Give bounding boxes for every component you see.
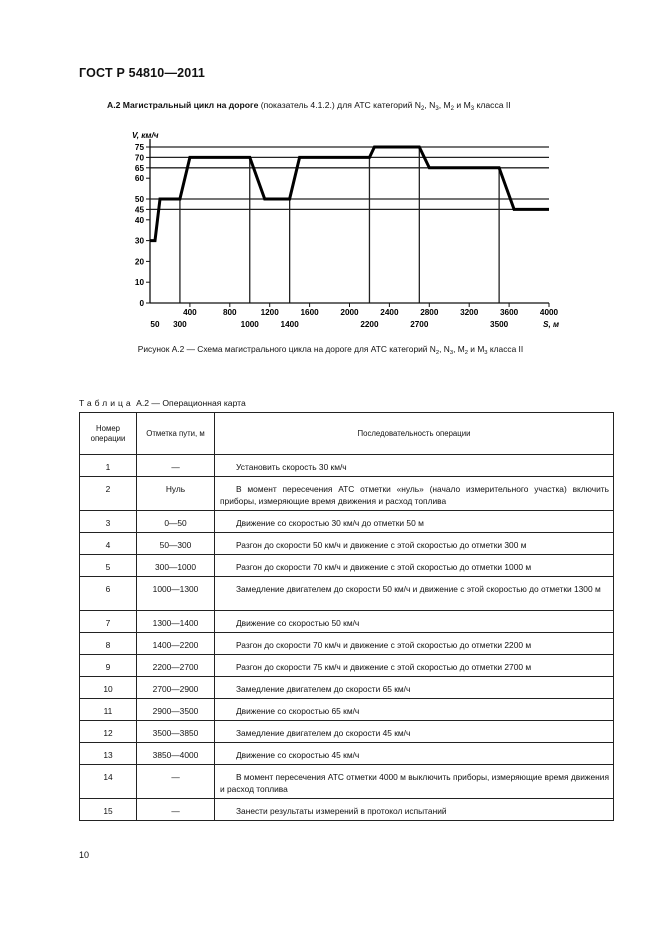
cell-number: 7 (80, 611, 137, 633)
cell-mark: 2700—2900 (137, 677, 215, 699)
cell-mark: — (137, 765, 215, 799)
col-header-number: Номер операции (80, 413, 137, 455)
table-header-row (80, 413, 614, 455)
cell-description: В момент пересечения АТС отметки 4000 м выключить приборы, измеряющие время движения и расход топлива (215, 765, 614, 799)
cell-mark: — (137, 455, 215, 477)
fig-sep-m2: , M (453, 344, 465, 354)
speed-cycle-chart (0, 0, 661, 340)
cell-description: Разгон до скорости 70 км/ч и движение с этой скоростью до отметки 1000 м (215, 555, 614, 577)
table-row (80, 477, 614, 511)
table-row (80, 721, 614, 743)
cell-description: Замедление двигателем до скорости 65 км/ч (215, 677, 614, 699)
cell-number: 2 (80, 477, 137, 511)
y-axis-label: V, км/ч (132, 131, 159, 140)
cell-number: 1 (80, 455, 137, 477)
table-row (80, 699, 614, 721)
y-tick-label: 60 (134, 174, 144, 184)
cell-mark: 1300—1400 (137, 611, 215, 633)
fig-sep-m3: и M (467, 344, 485, 354)
x-axis-label: S, м (543, 320, 560, 329)
cell-number: 12 (80, 721, 137, 743)
cell-description: Замедление двигателем до скорости 45 км/ч (215, 721, 614, 743)
chart-labels (132, 131, 559, 329)
cell-number: 13 (80, 743, 137, 765)
col-header-sequence: Последовательность операции (215, 413, 614, 455)
sep-m3: и M (454, 100, 471, 110)
cell-description: Разгон до скорости 75 км/ч и движение с этой скоростью до отметки 2700 м (215, 655, 614, 677)
table-row (80, 577, 614, 611)
reference-lines (150, 147, 549, 303)
fig-sub-n2: 2 (435, 350, 440, 356)
table-row (80, 611, 614, 633)
section-title-bold: А.2 Магистральный цикл на дороге (107, 100, 259, 110)
cell-number: 10 (80, 677, 137, 699)
fig-sub-m3: 3 (484, 350, 488, 356)
table-caption-text: А.2 — Операционная карта (133, 398, 246, 408)
x-tick-label-bottom: 1400 (280, 320, 299, 329)
table-row (80, 655, 614, 677)
cell-description: Движение со скоростью 65 км/ч (215, 699, 614, 721)
y-tick-label: 40 (134, 215, 144, 225)
table-body (80, 455, 614, 821)
cell-description: Установить скорость 30 км/ч (215, 455, 614, 477)
page-number: 10 (79, 850, 90, 860)
chart-axes (146, 139, 549, 307)
y-tick-label: 20 (134, 257, 144, 267)
cell-mark: 2200—2700 (137, 655, 215, 677)
cell-number: 9 (80, 655, 137, 677)
x-tick-label-bottom: 2200 (360, 320, 379, 329)
x-tick-label-top: 1600 (300, 308, 319, 317)
y-tick-label: 70 (134, 153, 144, 163)
cell-description: Движение со скоростью 45 км/ч (215, 743, 614, 765)
cell-number: 5 (80, 555, 137, 577)
y-tick-label: 45 (134, 205, 144, 215)
table-caption-prefix: Таблица (79, 398, 134, 408)
x-tick-label-top: 800 (222, 308, 237, 317)
fig-sep-n3: , N (439, 344, 450, 354)
cell-mark: 2900—3500 (137, 699, 215, 721)
x-tick-label-top: 2400 (380, 308, 399, 317)
cell-mark: 1400—2200 (137, 633, 215, 655)
table-row (80, 455, 614, 477)
x-tick-label-bottom: 2700 (410, 320, 429, 329)
cell-description: В момент пересечения АТС отметки «нуль» (начало измерительного участка) включить приборы, измеряющие время движения и расход топлива (215, 477, 614, 511)
y-tick-label: 30 (134, 236, 144, 246)
y-tick-label: 0 (139, 299, 144, 308)
cell-mark: 3850—4000 (137, 743, 215, 765)
table-row (80, 533, 614, 555)
cell-description: Движение со скоростью 30 км/ч до отметки 50 м (215, 511, 614, 533)
cell-number: 6 (80, 577, 137, 611)
sub-n3: 3 (435, 106, 439, 112)
x-tick-label-bottom: 1000 (240, 320, 259, 329)
x-tick-label-bottom: 3500 (490, 320, 509, 329)
x-tick-label-top: 1200 (260, 308, 279, 317)
operations-table (79, 412, 614, 821)
cell-number: 11 (80, 699, 137, 721)
cell-description: Разгон до скорости 70 км/ч и движение с этой скоростью до отметки 2200 м (215, 633, 614, 655)
cell-mark: 3500—3850 (137, 721, 215, 743)
table-row (80, 765, 614, 799)
sep-m2: , M (438, 100, 451, 110)
y-tick-label: 10 (134, 278, 144, 288)
table-row (80, 555, 614, 577)
y-tick-label: 50 (134, 195, 144, 204)
x-tick-label-top: 4000 (539, 308, 559, 317)
chart-series (150, 147, 549, 241)
sep-n3: , N (424, 100, 436, 110)
cell-description: Движение со скоростью 50 км/ч (215, 611, 614, 633)
section-title-end: класса II (474, 100, 511, 110)
x-tick-label-bottom: 50 (150, 320, 160, 329)
fig-sub-m2: 2 (464, 350, 468, 356)
fig-sub-n3: 3 (449, 350, 454, 356)
figure-caption (0, 344, 661, 354)
x-tick-label-top: 2800 (420, 308, 439, 317)
x-tick-label-bottom: 300 (173, 320, 187, 329)
cell-mark: 300—1000 (137, 555, 215, 577)
speed-profile-line (150, 147, 549, 241)
cell-number: 14 (80, 765, 137, 799)
x-tick-label-top: 2000 (340, 308, 359, 317)
cell-mark: Нуль (137, 477, 215, 511)
table-caption (79, 398, 246, 408)
cell-number: 3 (80, 511, 137, 533)
figure-caption-end: класса II (487, 344, 524, 354)
x-tick-label-top: 400 (183, 308, 197, 317)
section-title-text: (показатель 4.1.2.) для АТС категорий N (258, 100, 422, 110)
cell-mark: — (137, 799, 215, 821)
sub-m2: 2 (450, 106, 455, 112)
cell-number: 8 (80, 633, 137, 655)
table-row (80, 633, 614, 655)
y-tick-label: 65 (134, 163, 144, 173)
table-row (80, 743, 614, 765)
x-tick-label-top: 3600 (499, 308, 519, 317)
cell-description: Разгон до скорости 50 км/ч и движение с этой скоростью до отметки 300 м (215, 533, 614, 555)
cell-number: 4 (80, 533, 137, 555)
cell-mark: 1000—1300 (137, 577, 215, 611)
sub-n2: 2 (421, 106, 425, 112)
table-row (80, 511, 614, 533)
cell-mark: 50—300 (137, 533, 215, 555)
cell-description: Занести результаты измерений в протокол испытаний (215, 799, 614, 821)
cell-number: 15 (80, 799, 137, 821)
x-tick-label-top: 3200 (460, 308, 479, 317)
y-tick-label: 75 (134, 143, 144, 152)
figure-caption-text: Рисунок А.2 — Схема магистрального цикла на дороге для АТС категорий N (137, 344, 436, 354)
table-row (80, 677, 614, 699)
table-row (80, 799, 614, 821)
cell-mark: 0—50 (137, 511, 215, 533)
sub-m3: 3 (470, 106, 475, 112)
col-header-mark: Отметка пути, м (137, 413, 215, 455)
standard-header: ГОСТ Р 54810—2011 (79, 66, 206, 80)
cell-description: Замедление двигателем до скорости 50 км/ч и движение с этой скоростью до отметки 1300 м (215, 577, 614, 611)
